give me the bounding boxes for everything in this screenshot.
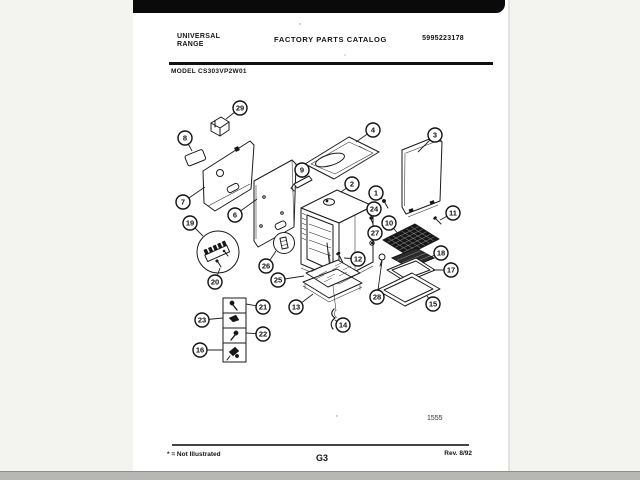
callout-balloon-20 — [208, 275, 222, 289]
callout-balloon-14 — [336, 318, 350, 332]
screw-part-11 — [433, 216, 441, 224]
svg-text:26: 26 — [261, 261, 271, 271]
scan-bottom-strip — [0, 471, 640, 480]
svg-text:20: 20 — [210, 277, 220, 287]
callout-balloon-25 — [271, 273, 285, 287]
svg-text:22: 22 — [258, 329, 268, 339]
model-number: MODEL CS303VP2W01 — [171, 68, 247, 75]
svg-text:24: 24 — [369, 204, 379, 214]
callout-balloon-27 — [368, 226, 382, 240]
svg-text:7: 7 — [180, 197, 186, 207]
svg-text:3: 3 — [432, 130, 438, 140]
footer-rule — [172, 444, 469, 446]
callout-balloon-7 — [176, 195, 190, 209]
page-number: G3 — [315, 453, 328, 463]
svg-text:29: 29 — [235, 103, 245, 113]
diagram-line-art — [133, 0, 508, 471]
svg-text:10: 10 — [384, 218, 394, 228]
svg-text:12: 12 — [353, 254, 363, 264]
revision-label: Rev. 8/92 — [444, 450, 472, 457]
svg-text:16: 16 — [195, 345, 205, 355]
callout-balloon-17 — [444, 263, 458, 277]
callout-balloon-10 — [382, 216, 396, 230]
callout-balloon-16 — [193, 343, 207, 357]
callout-balloon-2 — [345, 177, 359, 191]
svg-text:28: 28 — [372, 292, 382, 302]
callout-balloon-11 — [446, 206, 460, 220]
callout-balloon-3 — [428, 128, 442, 142]
svg-text:18: 18 — [436, 248, 446, 258]
terminal-block-detail — [197, 231, 239, 273]
svg-text:23: 23 — [197, 315, 207, 325]
main-top-part — [305, 137, 379, 179]
svg-text:2: 2 — [349, 179, 355, 189]
callout-balloon-23 — [195, 313, 209, 327]
callout-balloon-15 — [426, 297, 440, 311]
brand-line2: RANGE — [177, 41, 204, 48]
callout-balloon-24 — [367, 202, 381, 216]
exploded-parts-diagram — [133, 0, 508, 471]
svg-text:14: 14 — [338, 320, 348, 330]
outer-side-panel-part — [203, 141, 254, 211]
callout-balloon-28 — [370, 290, 384, 304]
svg-text:6: 6 — [232, 210, 238, 220]
access-plate-part — [184, 149, 206, 166]
callout-balloon-29 — [233, 101, 247, 115]
svg-text:9: 9 — [299, 165, 305, 175]
svg-text:13: 13 — [291, 302, 301, 312]
figure-number: 1555 — [427, 415, 443, 422]
callout-balloon-21 — [256, 300, 270, 314]
catalog-sheet — [133, 0, 508, 471]
callout-balloon-19 — [183, 216, 197, 230]
catalog-title: FACTORY PARTS CATALOG — [274, 35, 387, 44]
svg-text:11: 11 — [449, 208, 457, 218]
svg-text:25: 25 — [273, 275, 283, 285]
svg-text:15: 15 — [428, 299, 438, 309]
callout-balloon-13 — [289, 300, 303, 314]
callout-balloon-9 — [295, 163, 309, 177]
callout-balloon-6 — [228, 208, 242, 222]
callout-balloon-26 — [259, 259, 273, 273]
callout-balloon-1 — [369, 186, 383, 200]
brand-line1: UNIVERSAL — [177, 33, 221, 40]
corner-bracket-part — [211, 117, 229, 136]
svg-text:27: 27 — [370, 228, 380, 238]
spacer-detail — [274, 233, 295, 254]
hardware-boxes — [223, 298, 246, 362]
callout-balloon-8 — [178, 131, 192, 145]
publication-number: 5995223178 — [422, 35, 464, 42]
not-illustrated-note: * = Not Illustrated — [167, 451, 221, 458]
svg-text:1: 1 — [373, 188, 379, 198]
svg-text:21: 21 — [258, 302, 268, 312]
callout-balloon-4 — [366, 123, 380, 137]
svg-text:4: 4 — [370, 125, 376, 135]
screw-part-1 — [382, 199, 388, 208]
callout-balloon-18 — [434, 246, 448, 260]
svg-text:17: 17 — [446, 265, 456, 275]
svg-text:19: 19 — [185, 218, 195, 228]
callout-balloon-22 — [256, 327, 270, 341]
svg-text:8: 8 — [182, 133, 188, 143]
callout-balloon-12 — [351, 252, 365, 266]
